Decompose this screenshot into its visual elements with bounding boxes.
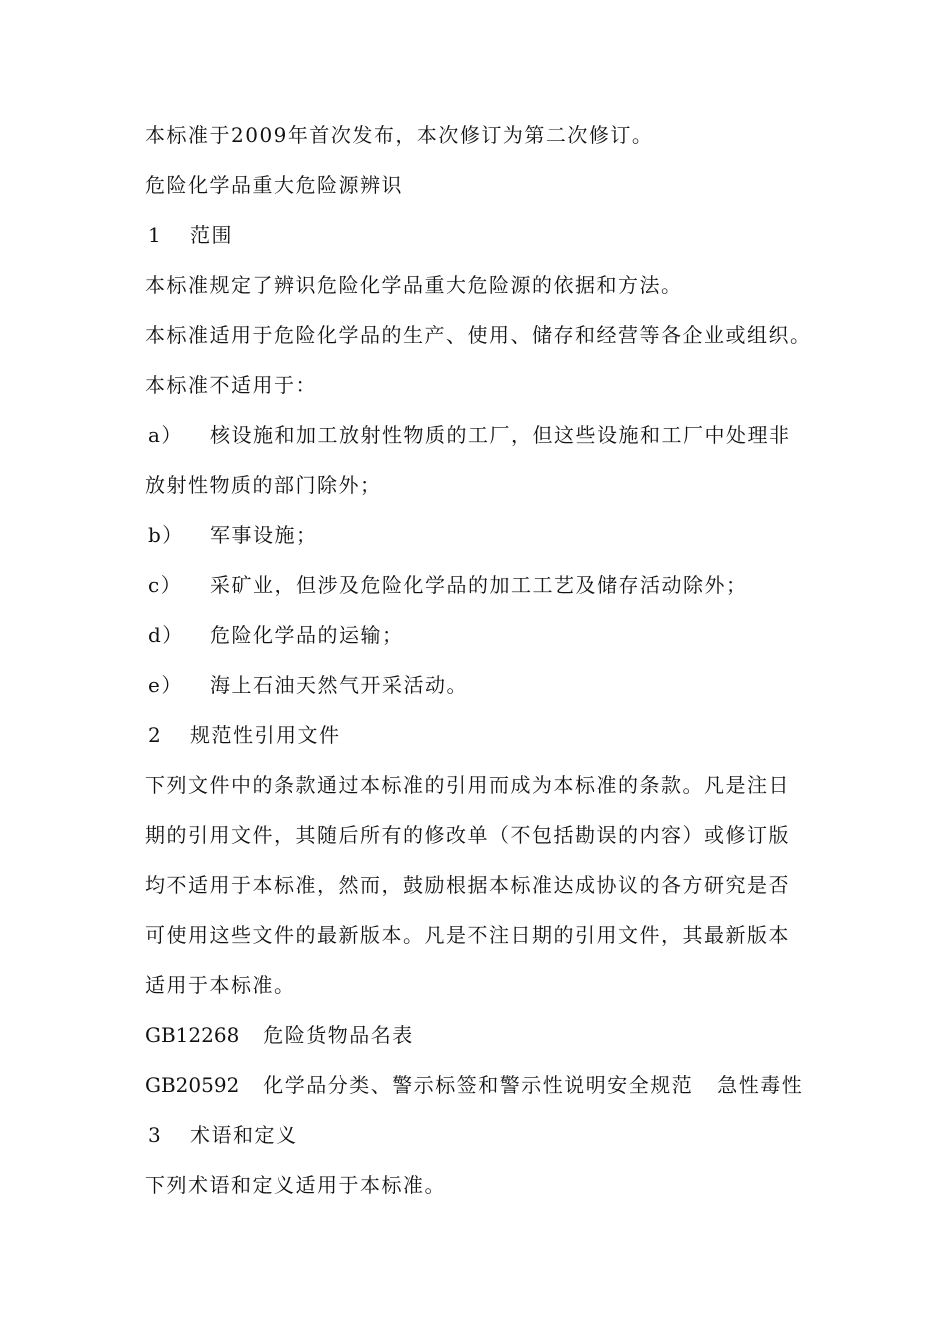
list-item-a-continuation: 放射性物质的部门除外； [145,473,382,497]
section-2-paragraph-line-3: 均不适用于本标准，然而，鼓励根据本标准达成协议的各方研究是否 [145,873,790,897]
section-2-heading [148,718,818,752]
reference-gb12268 [145,1018,815,1052]
list-item-a-label: a） [148,423,183,447]
reference-title: 化学品分类、警示标签和警示性说明安全规范 [263,1073,694,1097]
reference-extra: 急性毒性 [717,1073,804,1097]
reference-gb20592 [145,1068,815,1102]
list-item-d-text: 危险化学品的运输； [210,623,404,647]
list-item-a-text: 核设施和加工放射性物质的工厂，但这些设施和工厂中处理非 [210,423,791,447]
section-2-title: 规范性引用文件 [190,723,341,747]
section-3-number: 3 [148,1123,163,1147]
section-3-heading [148,1118,818,1152]
section-1-title: 范围 [190,223,233,247]
list-item-b-text: 军事设施； [210,523,318,547]
reference-code: GB20592 [145,1073,240,1097]
section-1-paragraph-2: 本标准适用于危险化学品的生产、使用、储存和经营等各企业或组织。 [145,323,812,347]
section-1-paragraph-1: 本标准规定了辨识危险化学品重大危险源的依据和方法。 [145,273,683,297]
list-item-d-label: d） [148,623,184,647]
list-item-a [148,418,818,452]
section-1-paragraph-3: 本标准不适用于： [145,373,317,397]
list-item-d [148,618,818,652]
list-item-c-label: c） [148,573,183,597]
section-2-paragraph-line-2: 期的引用文件，其随后所有的修改单（不包括勘误的内容）或修订版 [145,823,790,847]
section-1-heading [148,218,818,252]
list-item-b [148,518,818,552]
section-3-paragraph-1: 下列术语和定义适用于本标准。 [145,1173,446,1197]
section-2-paragraph-line-5: 适用于本标准。 [145,973,296,997]
section-2-paragraph-line-1: 下列文件中的条款通过本标准的引用而成为本标准的条款。凡是注日 [145,773,790,797]
document-title: 危险化学品重大危险源辨识 [145,173,403,197]
reference-title: 危险货物品名表 [263,1023,414,1047]
list-item-e [148,668,818,702]
section-2-number: 2 [148,723,163,747]
list-item-b-label: b） [148,523,184,547]
section-1-number: 1 [148,223,163,247]
reference-code: GB12268 [145,1023,240,1047]
list-item-c-text: 采矿业，但涉及危险化学品的加工工艺及储存活动除外； [210,573,748,597]
section-3-title: 术语和定义 [190,1123,298,1147]
list-item-e-label: e） [148,673,183,697]
list-item-e-text: 海上石油天然气开采活动。 [210,673,468,697]
list-item-c [148,568,818,602]
intro-paragraph: 本标准于2009年首次发布，本次修订为第二次修订。 [145,123,654,147]
section-2-paragraph-line-4: 可使用这些文件的最新版本。凡是不注日期的引用文件，其最新版本 [145,923,790,947]
